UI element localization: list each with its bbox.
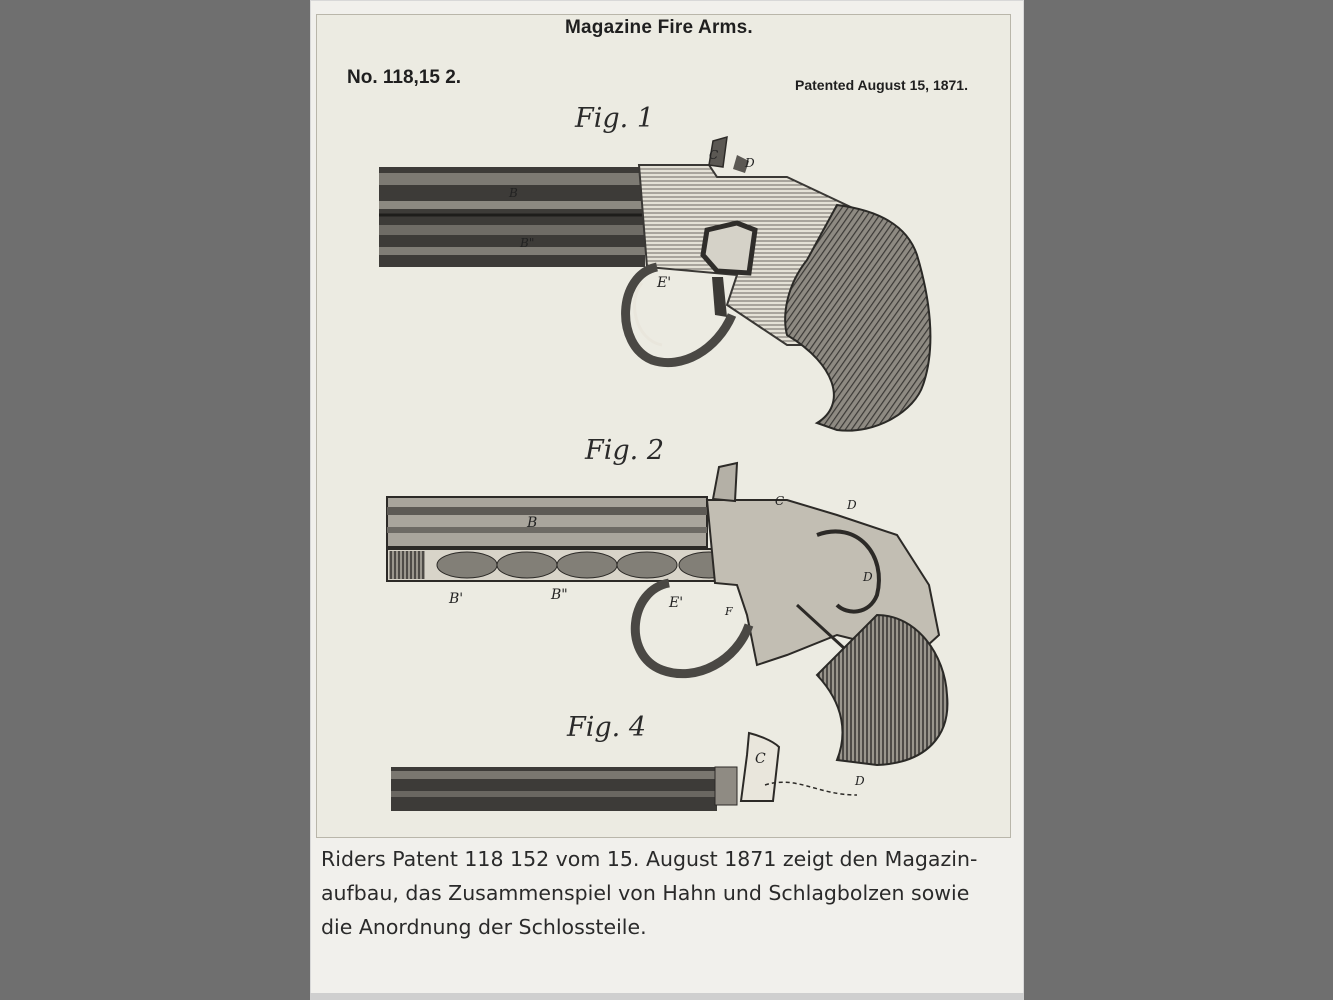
fig1-letter-c: C [709,148,719,162]
figure-2-label: Fig. 2 [585,435,664,466]
fig4-letter-c: C [755,751,766,767]
fig2-letter-b1: B' [449,591,464,607]
patent-drawing-panel [316,14,1011,838]
caption-line-2: aufbau, das Zusammenspiel von Hahn und Schlagbolzen sowie [321,881,970,905]
patent-date: Patented August 15, 1871. [795,77,968,93]
fig2-letter-c: C [775,494,785,508]
fig2-letter-e: E' [669,595,684,611]
fig2-letter-b2: B" [551,587,568,603]
patent-title: Magazine Fire Arms. [565,17,753,38]
figure-caption [321,842,1011,944]
figure-1-label: Fig. 1 [575,103,654,134]
fig2-pistol [387,463,947,765]
caption-line-3: die Anordnung der Schlossteile. [321,915,647,939]
fig4-letter-d: D [855,774,865,788]
caption-line-1: Riders Patent 118 152 vom 15. August 1871 zeigt den Magazin- [321,847,978,871]
fig2-letter-b: B [527,515,538,531]
bottom-edge [310,993,1024,1000]
patent-illustration [317,15,1010,837]
figure-4-label: Fig. 4 [567,712,646,743]
fig2-letter-f: F [725,605,733,618]
patent-number: No. 118,15 2. [347,67,462,88]
fig1-letter-d: D [745,156,755,170]
fig1-pistol [379,137,930,431]
fig2-letter-d2: D [863,570,873,584]
fig1-letter-b2: B" [520,236,535,250]
fig4-pistol [391,733,865,811]
fig1-letter-e: E' [657,275,672,291]
fig2-letter-d1: D [847,498,857,512]
fig1-letter-b: B [509,186,518,200]
